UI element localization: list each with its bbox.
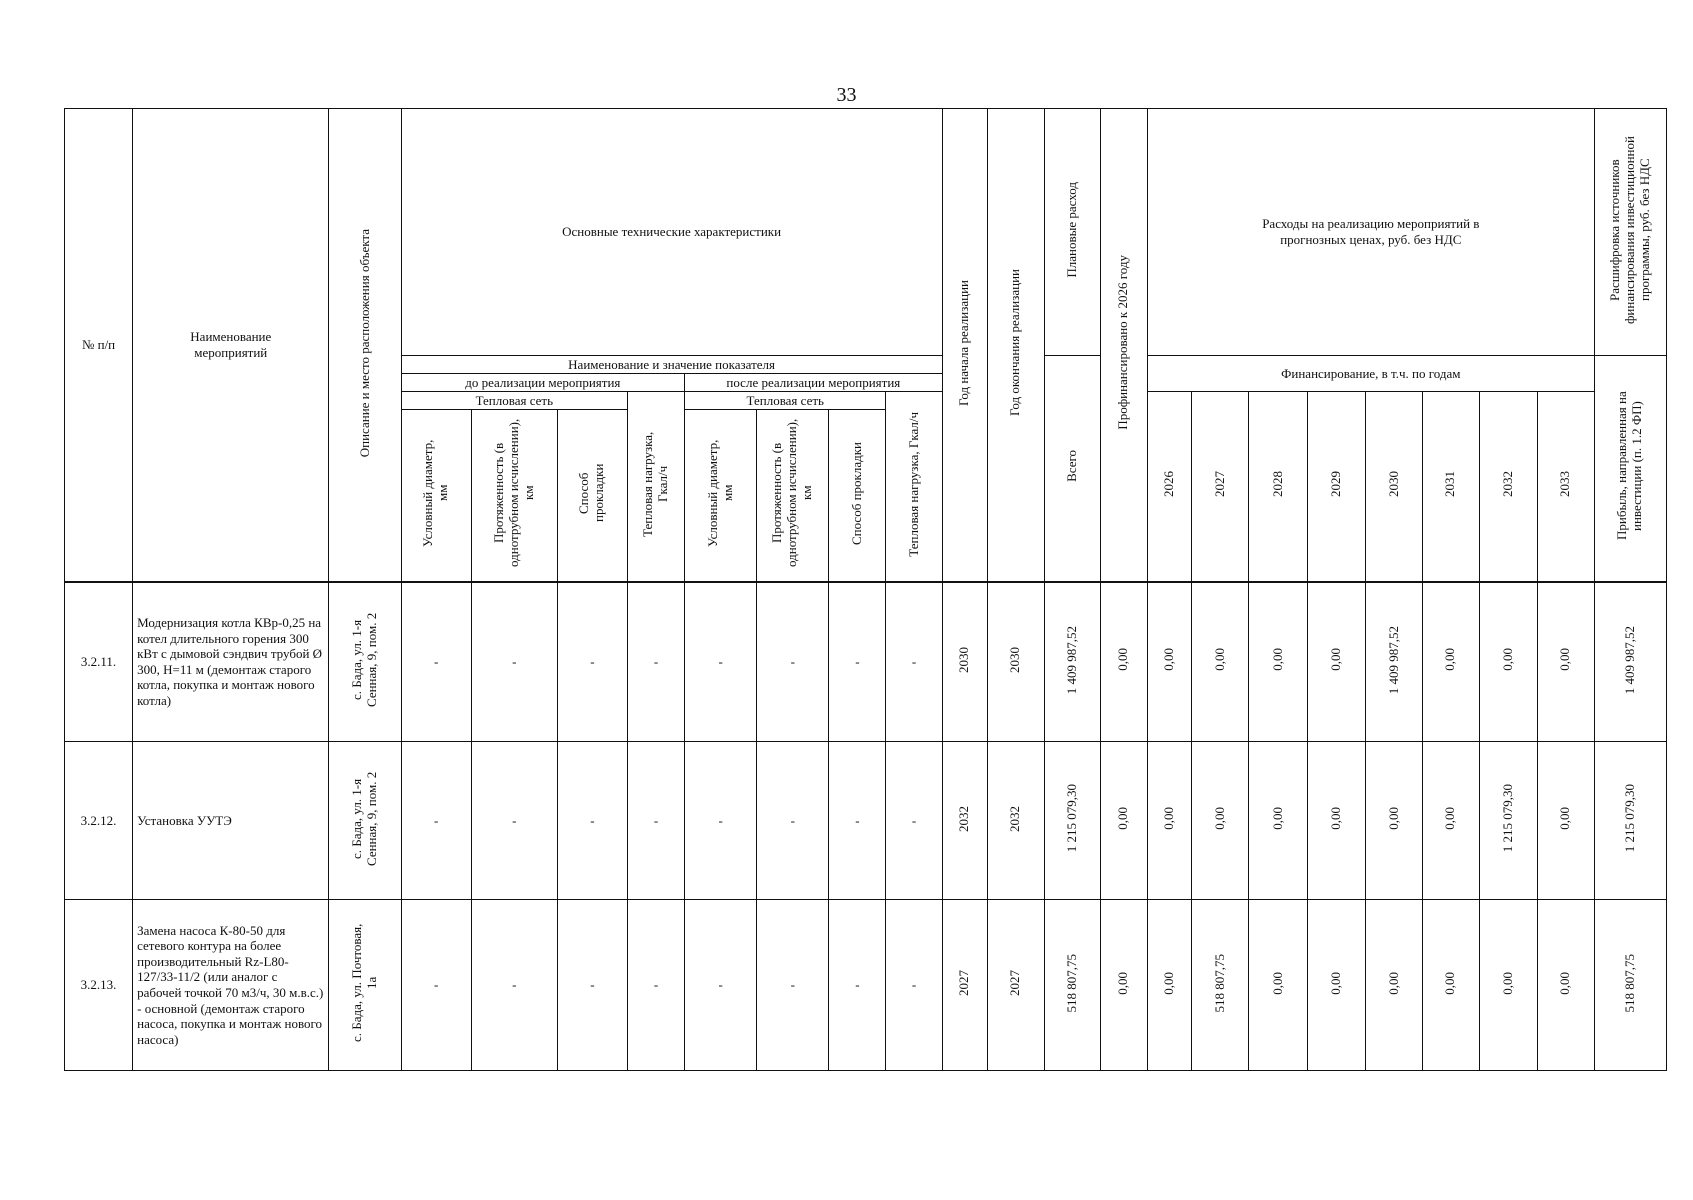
row-year-2026: 0,00 xyxy=(1147,582,1191,742)
header-heat-network-before: Тепловая сеть xyxy=(401,392,627,410)
row-length-after: - xyxy=(757,742,829,900)
row-diameter-before: - xyxy=(401,582,471,742)
table-row xyxy=(65,582,1667,742)
row-num: 3.2.13. xyxy=(65,900,133,1071)
row-end-year: 2027 xyxy=(987,900,1044,1071)
header-after: после реализации мероприятия xyxy=(685,374,943,392)
row-year-2032: 1 215 079,30 xyxy=(1479,742,1537,900)
row-year-2032: 0,00 xyxy=(1479,900,1537,1071)
header-tech: Основные технические характеристики xyxy=(401,109,942,356)
row-diameter-before: - xyxy=(401,742,471,900)
investment-table xyxy=(64,108,1667,1071)
row-total: 518 807,75 xyxy=(1044,900,1100,1071)
row-num: 3.2.11. xyxy=(65,582,133,742)
header-start-year: Год начала реализации xyxy=(942,109,987,582)
row-year-2031: 0,00 xyxy=(1423,900,1479,1071)
row-year-2027: 0,00 xyxy=(1192,742,1249,900)
row-name: Замена насоса К-80-50 для сетевого контура на более производительный Rz-L80-127/33-11/2 (или аналог с рабочей точкой 70 м3/ч, 30 м.в.с.) - основной (демонтаж старого насоса, покупка и монтаж нового насоса) xyxy=(133,900,329,1071)
header-year-2027: 2027 xyxy=(1192,392,1249,582)
row-year-2026: 0,00 xyxy=(1147,742,1191,900)
header-planned: Плановые расход xyxy=(1044,109,1100,356)
row-profit: 1 409 987,52 xyxy=(1594,582,1666,742)
page-number: 33 xyxy=(836,84,857,106)
row-start-year: 2027 xyxy=(942,900,987,1071)
row-location: с. Бада, ул. 1-я Сенная, 9, пом. 2 xyxy=(329,582,401,742)
row-year-2027: 518 807,75 xyxy=(1192,900,1249,1071)
header-year-2030: 2030 xyxy=(1366,392,1423,582)
row-year-2028: 0,00 xyxy=(1249,582,1308,742)
row-heat-load-before: - xyxy=(627,900,684,1071)
row-diameter-after: - xyxy=(685,582,757,742)
row-year-2029: 0,00 xyxy=(1308,742,1366,900)
row-heat-load-before: - xyxy=(627,582,684,742)
row-start-year: 2032 xyxy=(942,742,987,900)
header-year-2033: 2033 xyxy=(1537,392,1594,582)
header-sources: Расшифровка источников финансирования инвестиционной программы, руб. без НДС xyxy=(1594,109,1666,356)
row-year-2033: 0,00 xyxy=(1537,582,1594,742)
header-year-2031: 2031 xyxy=(1423,392,1479,582)
row-year-2028: 0,00 xyxy=(1249,742,1308,900)
row-year-2033: 0,00 xyxy=(1537,742,1594,900)
header-year-2026: 2026 xyxy=(1147,392,1191,582)
row-length-before: - xyxy=(471,742,557,900)
row-name: Модернизация котла КВр-0,25 на котел длительного горения 300 кВт с дымовой сэндвич трубой Ø 300, Н=11 м (демонтаж старого котла, покупка и монтаж нового котла) xyxy=(133,582,329,742)
header-expenses: Расходы на реализацию мероприятий в прогнозных ценах, руб. без НДС xyxy=(1147,109,1594,356)
row-profit: 518 807,75 xyxy=(1594,900,1666,1071)
header-num: № п/п xyxy=(65,109,133,582)
header-prefinanced: Профинансировано к 2026 году xyxy=(1100,109,1147,582)
row-laying-before: - xyxy=(557,742,627,900)
row-year-2032: 0,00 xyxy=(1479,582,1537,742)
row-length-before: - xyxy=(471,582,557,742)
row-end-year: 2030 xyxy=(987,582,1044,742)
row-name: Установка УУТЭ xyxy=(133,742,329,900)
header-before: до реализации мероприятия xyxy=(401,374,685,392)
row-year-2030: 0,00 xyxy=(1366,900,1423,1071)
row-year-2028: 0,00 xyxy=(1249,900,1308,1071)
header-year-2028: 2028 xyxy=(1249,392,1308,582)
row-year-2029: 0,00 xyxy=(1308,900,1366,1071)
header-diameter-before: Условный диаметр, мм xyxy=(401,410,471,582)
row-diameter-after: - xyxy=(685,900,757,1071)
row-location: с. Бада, ул. Почтовая, 1а xyxy=(329,900,401,1071)
row-year-2033: 0,00 xyxy=(1537,900,1594,1071)
header-profit: Прибыль, направленная на инвестиции (п. 1.2 ФП) xyxy=(1594,356,1666,582)
header-laying-before: Способ прокладки xyxy=(557,410,627,582)
header-heat-load-after: Тепловая нагрузка, Гкал/ч xyxy=(886,392,942,582)
header-heat-load-before: Тепловая нагрузка, Гкал/ч xyxy=(627,392,684,582)
row-laying-after: - xyxy=(829,900,886,1071)
header-diameter-after: Условный диаметр, мм xyxy=(685,410,757,582)
row-location: с. Бада, ул. 1-я Сенная, 9, пом. 2 xyxy=(329,742,401,900)
header-length-before: Протяженность (в однотрубном исчислении), км xyxy=(471,410,557,582)
row-length-before: - xyxy=(471,900,557,1071)
header-financing-by-years: Финансирование, в т.ч. по годам xyxy=(1147,356,1594,392)
header-year-2032: 2032 xyxy=(1479,392,1537,582)
row-profit: 1 215 079,30 xyxy=(1594,742,1666,900)
row-year-2031: 0,00 xyxy=(1423,582,1479,742)
table-row xyxy=(65,900,1667,1071)
header-heat-network-after: Тепловая сеть xyxy=(685,392,886,410)
header-location: Описание и место расположения объекта xyxy=(329,109,401,582)
row-laying-after: - xyxy=(829,582,886,742)
row-heat-load-after: - xyxy=(886,582,942,742)
row-total: 1 215 079,30 xyxy=(1044,742,1100,900)
row-prefinanced: 0,00 xyxy=(1100,900,1147,1071)
row-total: 1 409 987,52 xyxy=(1044,582,1100,742)
row-year-2030: 0,00 xyxy=(1366,742,1423,900)
header-year-2029: 2029 xyxy=(1308,392,1366,582)
row-year-2026: 0,00 xyxy=(1147,900,1191,1071)
header-end-year: Год окончания реализации xyxy=(987,109,1044,582)
row-num: 3.2.12. xyxy=(65,742,133,900)
row-year-2027: 0,00 xyxy=(1192,582,1249,742)
header-name: Наименование мероприятий xyxy=(133,109,329,582)
row-year-2029: 0,00 xyxy=(1308,582,1366,742)
row-laying-before: - xyxy=(557,900,627,1071)
header-indicator: Наименование и значение показателя xyxy=(401,356,942,374)
header-total: Всего xyxy=(1044,356,1100,582)
header-length-after: Протяженность (в однотрубном исчислении), км xyxy=(757,410,829,582)
row-start-year: 2030 xyxy=(942,582,987,742)
row-heat-load-after: - xyxy=(886,900,942,1071)
row-heat-load-after: - xyxy=(886,742,942,900)
row-length-after: - xyxy=(757,900,829,1071)
header-laying-after: Способ прокладки xyxy=(829,410,886,582)
row-diameter-after: - xyxy=(685,742,757,900)
row-heat-load-before: - xyxy=(627,742,684,900)
row-laying-before: - xyxy=(557,582,627,742)
row-year-2031: 0,00 xyxy=(1423,742,1479,900)
row-laying-after: - xyxy=(829,742,886,900)
row-end-year: 2032 xyxy=(987,742,1044,900)
row-year-2030: 1 409 987,52 xyxy=(1366,582,1423,742)
row-prefinanced: 0,00 xyxy=(1100,742,1147,900)
table-row xyxy=(65,742,1667,900)
row-length-after: - xyxy=(757,582,829,742)
row-diameter-before: - xyxy=(401,900,471,1071)
row-prefinanced: 0,00 xyxy=(1100,582,1147,742)
